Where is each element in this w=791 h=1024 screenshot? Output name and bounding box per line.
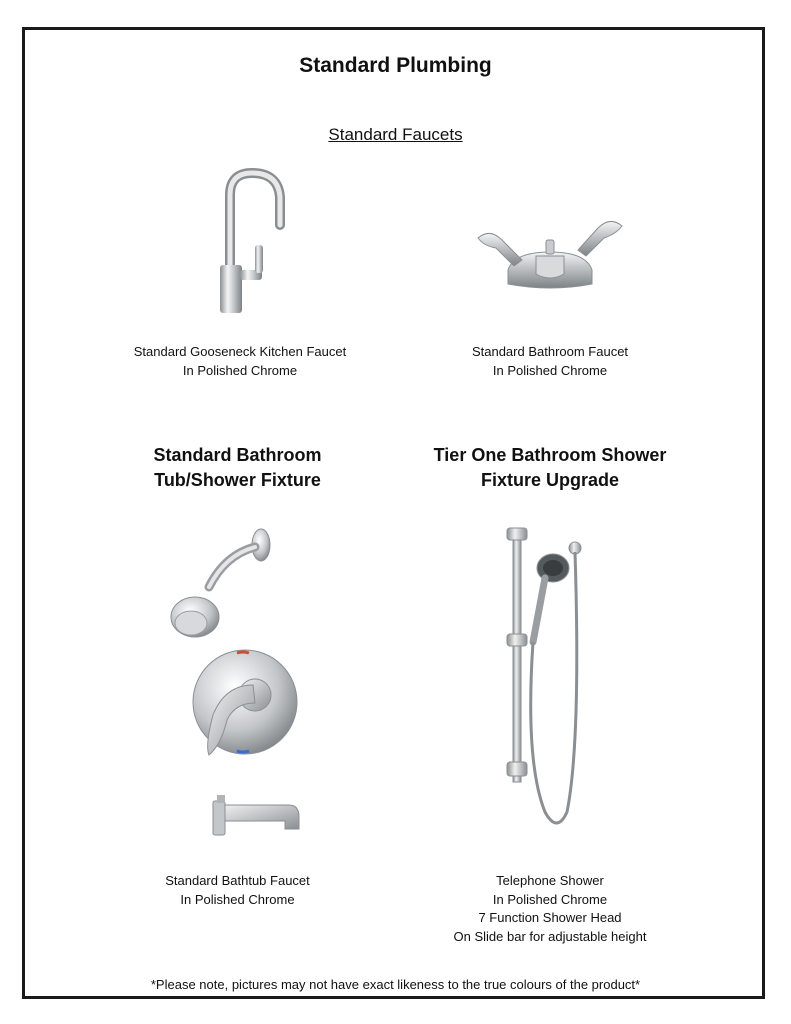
- caption-line: Standard Bathroom Faucet: [471, 344, 629, 359]
- page-border: [22, 27, 765, 999]
- caption-line: In Polished Chrome: [182, 362, 298, 378]
- page-title: Standard Plumbing: [299, 54, 492, 77]
- kitchen-faucet-caption: [100, 343, 380, 380]
- tub-shower-fixture-icon: [165, 525, 305, 840]
- shower-upgrade-heading: [405, 443, 695, 493]
- caption-line: In Polished Chrome: [180, 891, 295, 907]
- slide-bar-shower-icon: [495, 522, 605, 837]
- colour-disclaimer: *Please note, pictures may not have exact likeness to the true colours of the product*: [150, 977, 641, 992]
- heading-line: Tier One Bathroom Shower: [433, 445, 667, 465]
- caption-line: Standard Bathtub Faucet: [165, 873, 310, 888]
- caption-line: In Polished Chrome: [492, 362, 608, 378]
- caption-line: 7 Function Shower Head: [478, 910, 622, 925]
- caption-line: Telephone Shower: [496, 873, 604, 888]
- section-subtitle: Standard Faucets: [328, 125, 463, 144]
- telephone-shower-caption: [405, 872, 695, 946]
- gooseneck-faucet-icon: [200, 165, 295, 315]
- caption-line: Standard Gooseneck Kitchen Faucet: [133, 344, 347, 359]
- caption-line: On Slide bar for adjustable height: [453, 928, 647, 944]
- bathroom-faucet-icon: [474, 212, 626, 294]
- tub-shower-heading: [100, 443, 375, 493]
- bathroom-faucet-caption: [410, 343, 690, 380]
- heading-line: Standard Bathroom: [153, 445, 322, 465]
- caption-line: In Polished Chrome: [492, 891, 608, 907]
- heading-line: Tub/Shower Fixture: [154, 470, 321, 490]
- heading-line: Fixture Upgrade: [480, 470, 620, 490]
- bathtub-faucet-caption: [100, 872, 375, 909]
